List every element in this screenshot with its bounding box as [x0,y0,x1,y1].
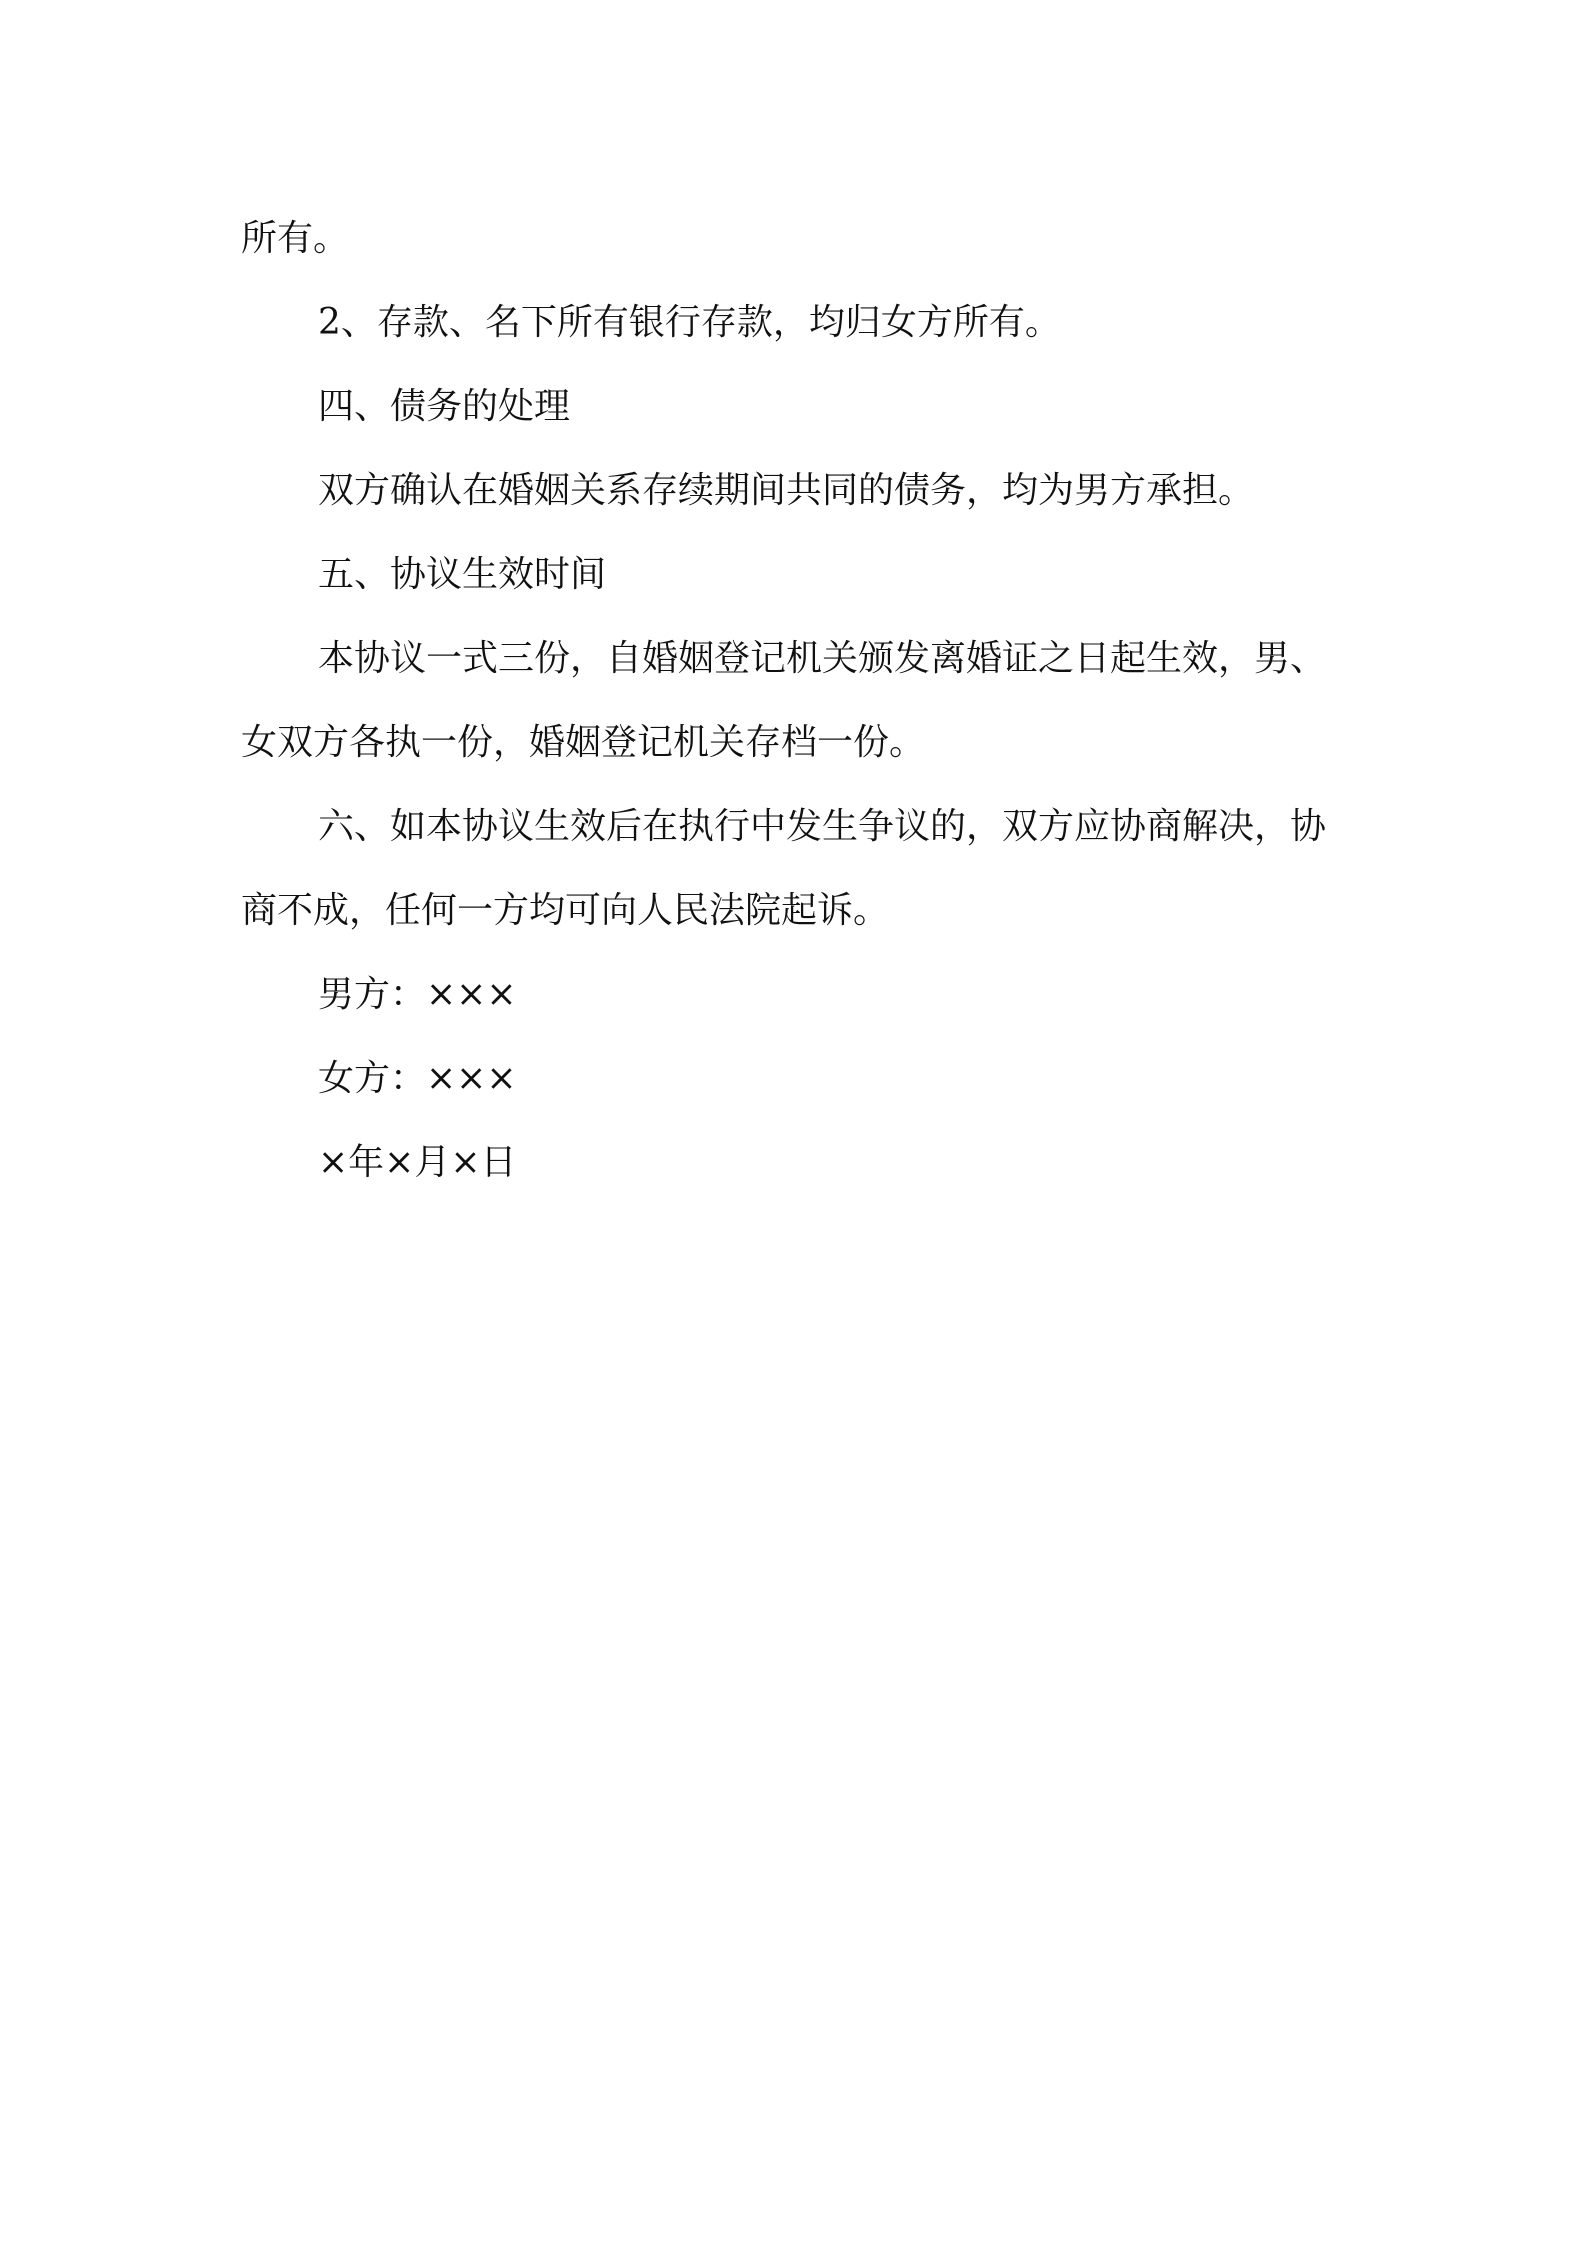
dispute-clause-line-2: 商不成，任何一方均可向人民法院起诉。 [241,890,890,931]
effective-date-heading: 五、协议生效时间 [318,554,607,595]
bank-deposit-clause: 2、存款、名下所有银行存款，均归女方所有。 [318,302,1061,343]
effective-date-clause-line-1: 本协议一式三份，自婚姻登记机关颁发离婚证之日起生效，男、 [318,638,1327,679]
debt-clause: 双方确认在婚姻关系存续期间共同的债务，均为男方承担。 [318,470,1255,511]
debt-section-heading: 四、债务的处理 [318,386,571,427]
property-ownership-continuation: 所有。 [241,218,350,259]
effective-date-clause-line-2: 女双方各执一份，婚姻登记机关存档一份。 [241,722,926,763]
document-body [241,197,1361,1205]
signing-date: ×年×月×日 [318,1142,517,1183]
male-party-signature: 男方：××× [318,974,517,1015]
dispute-clause-line-1: 六、如本协议生效后在执行中发生争议的，双方应协商解决，协 [318,806,1327,847]
female-party-signature: 女方：××× [318,1058,517,1099]
